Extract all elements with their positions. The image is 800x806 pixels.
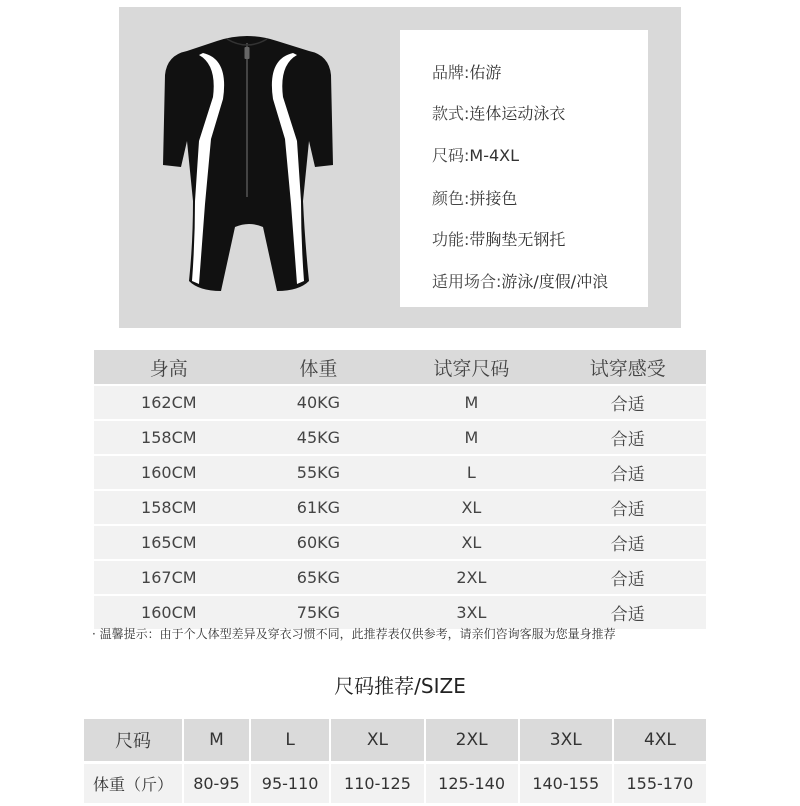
size-cell: L: [251, 719, 330, 761]
weight-cell: 95-110: [251, 764, 330, 803]
cell-weight: 55KG: [244, 455, 394, 490]
size-cell: XL: [331, 719, 423, 761]
cell-height: 160CM: [94, 595, 244, 629]
table-row: [94, 525, 706, 560]
swimsuit-body: [163, 36, 333, 291]
weight-cell: 125-140: [426, 764, 518, 803]
size-cell: 4XL: [614, 719, 706, 761]
zipper-pull: [245, 47, 250, 59]
cell-size: 2XL: [393, 560, 549, 595]
size-cell: M: [184, 719, 249, 761]
header-weight: 体重: [244, 350, 394, 385]
size-section-title: 尺码推荐/SIZE: [334, 674, 466, 698]
size-cell: 2XL: [426, 719, 518, 761]
cell-height: 165CM: [94, 525, 244, 560]
cell-weight: 65KG: [244, 560, 394, 595]
table-row: [94, 490, 706, 525]
cell-height: 158CM: [94, 420, 244, 455]
table-row: [94, 385, 706, 420]
header-height: 身高: [94, 350, 244, 385]
spec-color: 颜色:拼接色: [432, 189, 518, 208]
cell-size: XL: [393, 525, 549, 560]
cell-height: 162CM: [94, 385, 244, 420]
cell-weight: 75KG: [244, 595, 394, 629]
header-tried-size: 试穿尺码: [393, 350, 549, 385]
header-fit-feel: 试穿感受: [550, 350, 706, 385]
cell-feel: 合适: [550, 595, 706, 629]
cell-feel: 合适: [550, 490, 706, 525]
cell-weight: 61KG: [244, 490, 394, 525]
cell-feel: 合适: [550, 455, 706, 490]
product-hero: [119, 7, 681, 328]
weight-cell: 155-170: [614, 764, 706, 803]
cell-weight: 40KG: [244, 385, 394, 420]
spec-style: 款式:连体运动泳衣: [432, 104, 566, 123]
size-row-label: 尺码: [84, 719, 182, 761]
table-row: [94, 420, 706, 455]
cell-size: 3XL: [393, 595, 549, 629]
cell-height: 160CM: [94, 455, 244, 490]
weight-row-label: 体重（斤）: [84, 764, 182, 803]
tryon-header-row: [94, 350, 706, 385]
weight-row: [84, 764, 706, 803]
fit-disclaimer: · 温馨提示：由于个人体型差异及穿衣习惯不同，此推荐表仅供参考，请亲们咨询客服为您量身推荐: [92, 627, 616, 641]
cell-weight: 45KG: [244, 420, 394, 455]
table-row: [94, 455, 706, 490]
size-cell: 3XL: [520, 719, 612, 761]
cell-size: L: [393, 455, 549, 490]
spec-occasion: 适用场合:游泳/度假/冲浪: [432, 272, 609, 291]
cell-height: 158CM: [94, 490, 244, 525]
cell-size: M: [393, 420, 549, 455]
weight-cell: 80-95: [184, 764, 249, 803]
table-row: [94, 595, 706, 629]
size-recommendation-table: [82, 716, 708, 806]
spec-function: 功能:带胸垫无钢托: [432, 230, 566, 249]
cell-size: XL: [393, 490, 549, 525]
cell-weight: 60KG: [244, 525, 394, 560]
cell-feel: 合适: [550, 560, 706, 595]
weight-cell: 110-125: [331, 764, 423, 803]
weight-cell: 140-155: [520, 764, 612, 803]
cell-size: M: [393, 385, 549, 420]
cell-feel: 合适: [550, 385, 706, 420]
spec-brand: 品牌:佑游: [432, 63, 502, 82]
table-row: [94, 560, 706, 595]
tryon-table: [94, 350, 706, 629]
cell-feel: 合适: [550, 525, 706, 560]
size-row: [84, 719, 706, 761]
cell-height: 167CM: [94, 560, 244, 595]
swimsuit-image: [159, 29, 335, 301]
cell-feel: 合适: [550, 420, 706, 455]
spec-card: [400, 30, 648, 307]
spec-size: 尺码:M-4XL: [432, 146, 520, 165]
